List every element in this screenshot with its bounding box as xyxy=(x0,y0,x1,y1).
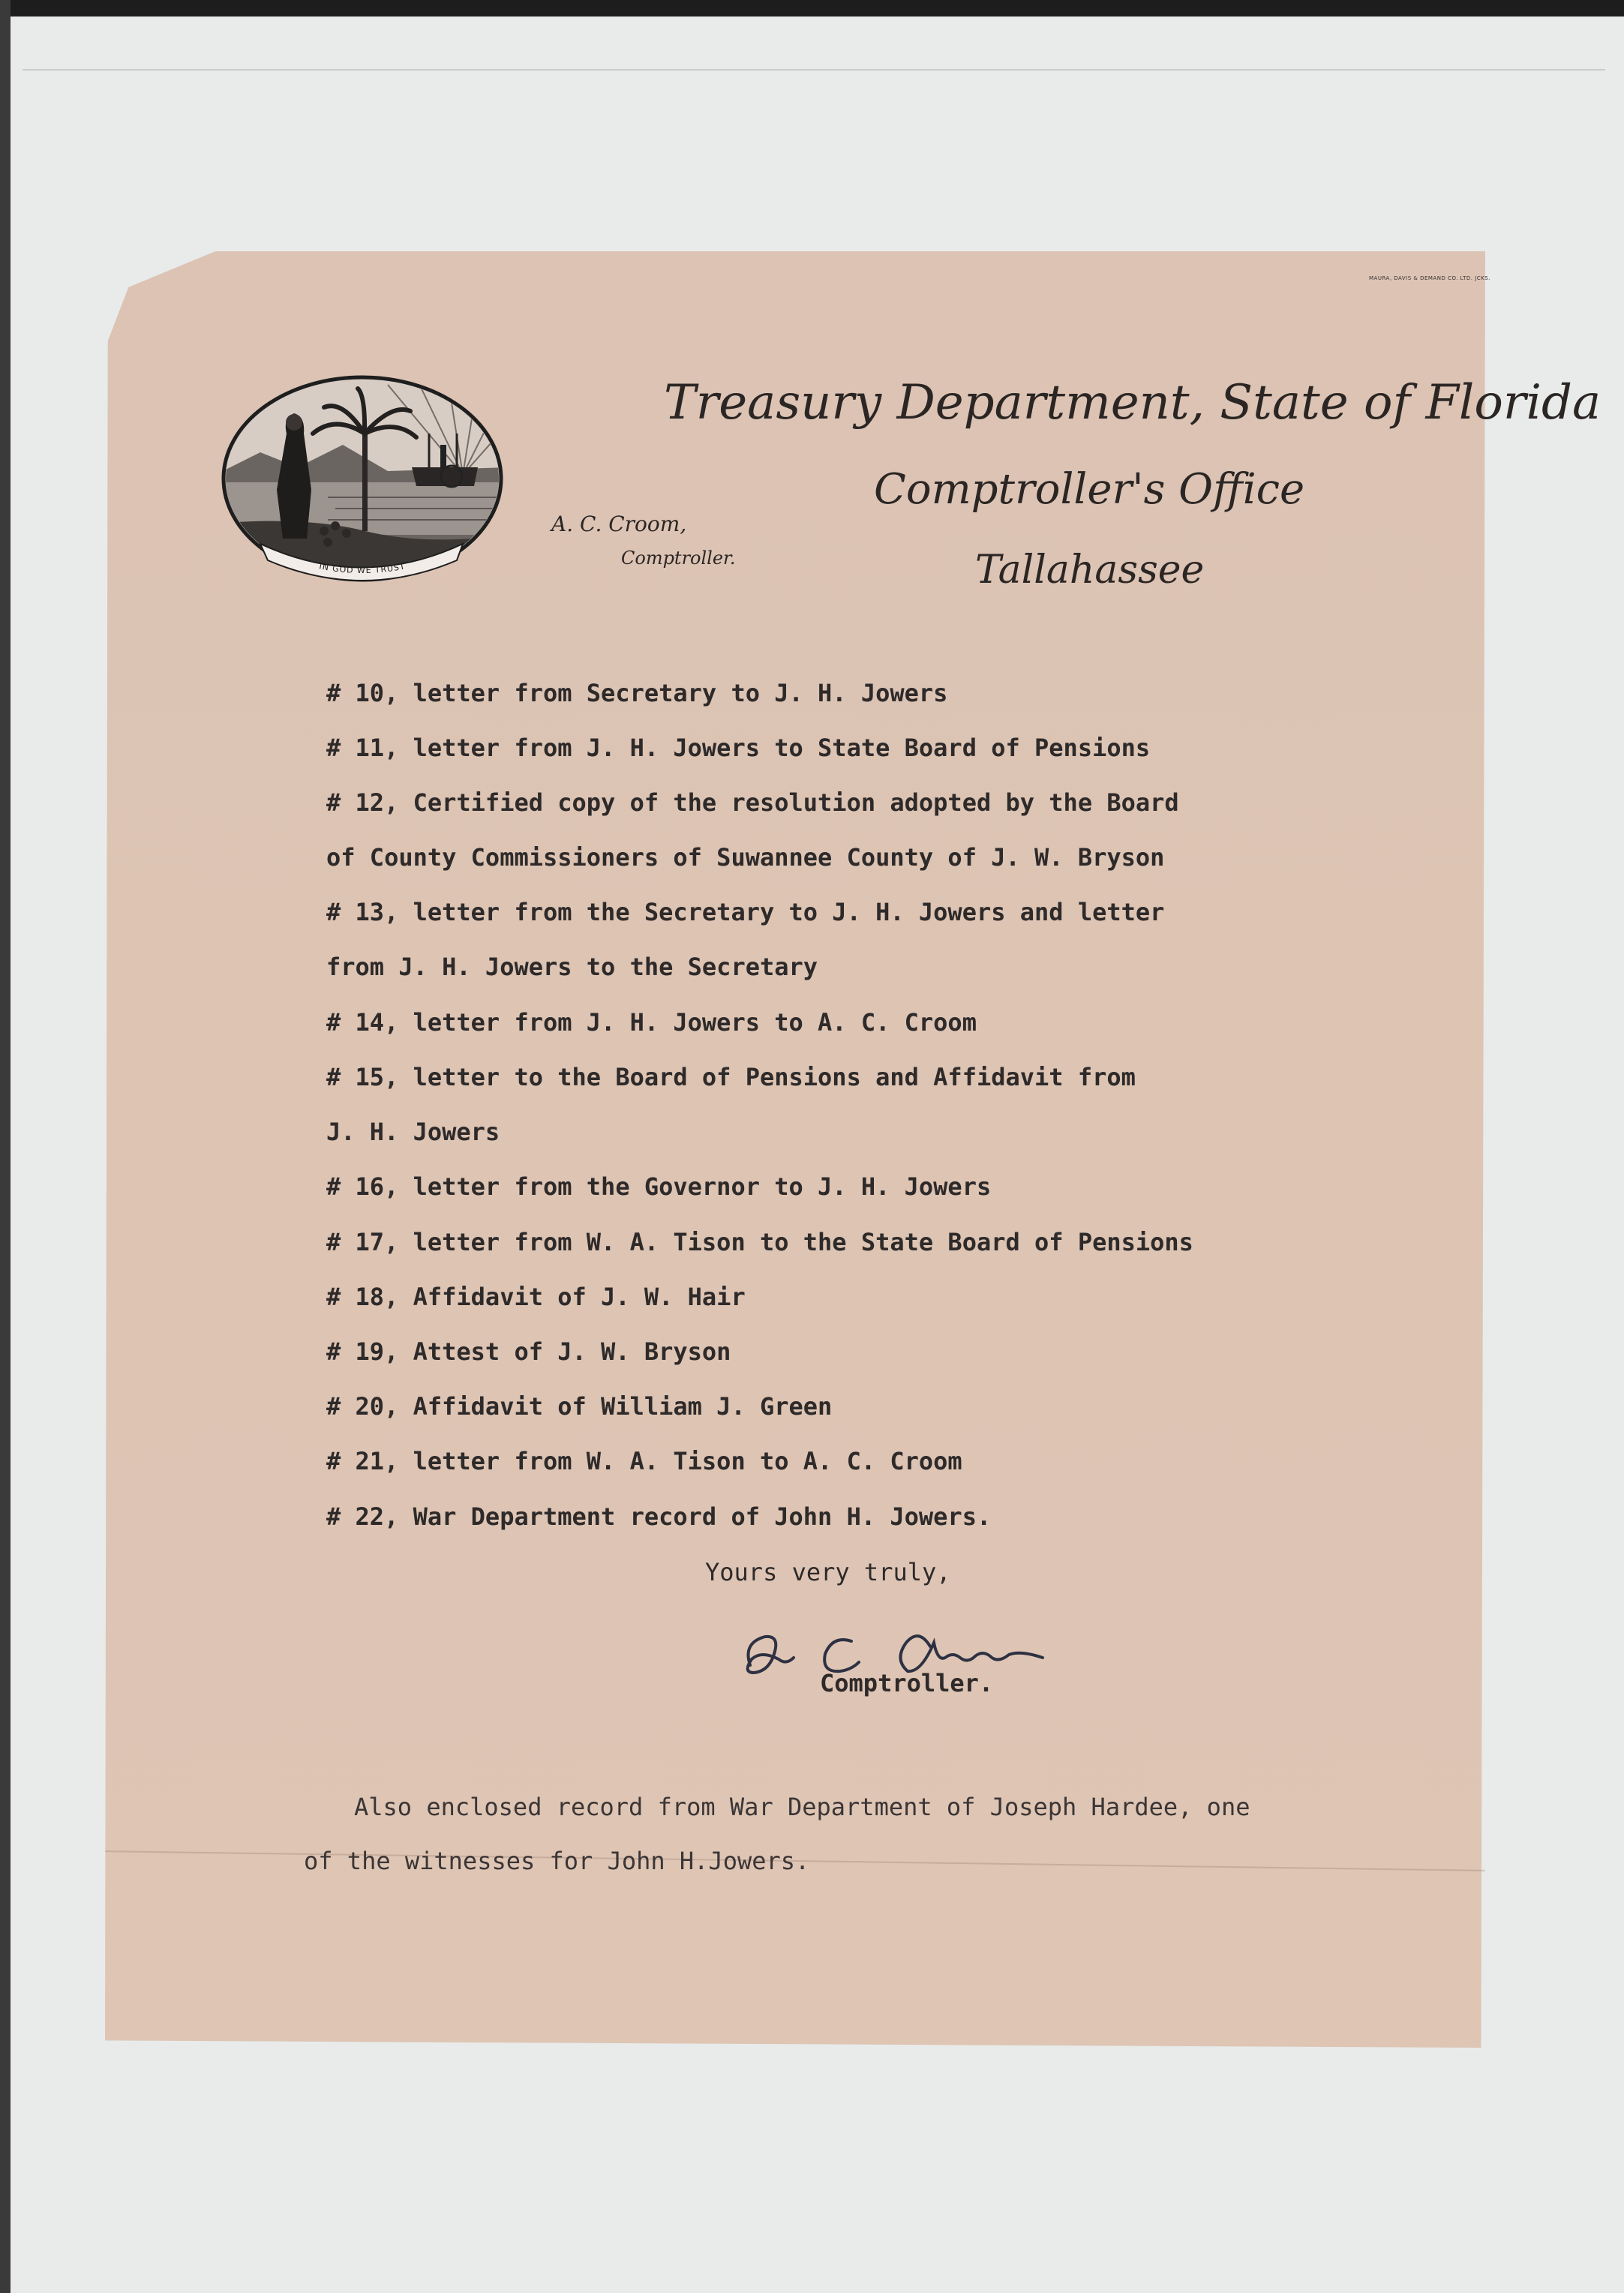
enclosure-line: # 10, letter from Secretary to J. H. Jowers xyxy=(326,679,948,707)
comptroller-title: Comptroller. xyxy=(621,548,736,569)
enclosure-line: # 18, Affidavit of J. W. Hair xyxy=(326,1283,746,1311)
scan-top-border xyxy=(0,0,1624,17)
department-title: Treasury Department, State of Florida xyxy=(664,375,1601,431)
enclosure-line: # 19, Attest of J. W. Bryson xyxy=(326,1337,731,1366)
seal-motto: IN GOD WE TRUST xyxy=(318,561,407,576)
signature-title: Comptroller. xyxy=(820,1669,994,1697)
enclosure-line: # 20, Affidavit of William J. Green xyxy=(326,1392,833,1421)
enclosure-line: # 15, letter to the Board of Pensions and Affidavit from xyxy=(326,1063,1136,1091)
enclosure-line: # 14, letter from J. H. Jowers to A. C. Croom xyxy=(326,1008,977,1037)
florida-seal-icon xyxy=(215,362,509,587)
enclosure-line: # 21, letter from W. A. Tison to A. C. Croom xyxy=(326,1447,962,1475)
enclosure-line: # 13, letter from the Secretary to J. H. Jowers and letter xyxy=(326,898,1165,926)
city-name: Tallahassee xyxy=(975,548,1205,593)
printer-mark: MAURA, DAVIS & DEMAND CO. LTD. JCKS. xyxy=(1369,275,1490,281)
enclosure-line: of County Commissioners of Suwannee County of J. W. Bryson xyxy=(326,843,1165,872)
enclosure-line: # 17, letter from W. A. Tison to the State Board of Pensions xyxy=(326,1228,1193,1256)
enclosure-line: # 16, letter from the Governor to J. H. Jowers xyxy=(326,1172,992,1201)
enclosure-line: from J. H. Jowers to the Secretary xyxy=(326,953,818,981)
office-title: Comptroller's Office xyxy=(874,465,1305,514)
comptroller-name: A. C. Croom, xyxy=(551,512,687,536)
postscript-line-2: of the witnesses for John H.Jowers. xyxy=(304,1847,810,1875)
enclosure-line: # 12, Certified copy of the resolution adopted by the Board xyxy=(326,788,1179,817)
enclosure-line: # 11, letter from J. H. Jowers to State Board of Pensions xyxy=(326,734,1151,762)
closing: Yours very truly, xyxy=(705,1558,951,1586)
postscript-line-1: Also enclosed record from War Department of Joseph Hardee, one xyxy=(354,1793,1250,1821)
enclosure-line: J. H. Jowers xyxy=(326,1118,500,1146)
scan-left-border xyxy=(0,0,11,2293)
scanner-line xyxy=(23,69,1605,71)
enclosure-line: # 22, War Department record of John H. Jowers. xyxy=(326,1502,992,1531)
